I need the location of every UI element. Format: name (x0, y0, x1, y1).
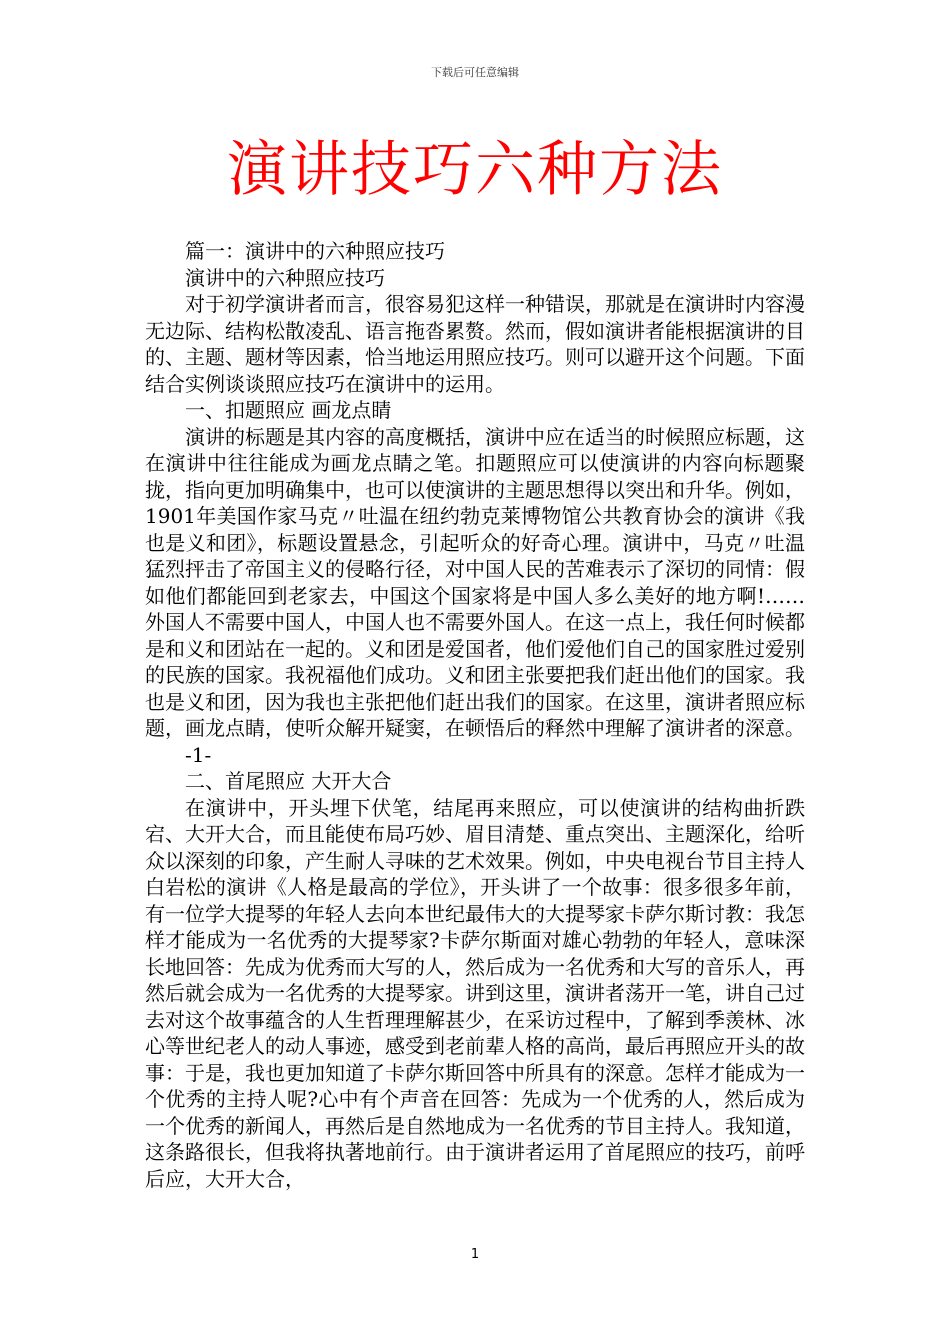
document-body (145, 238, 805, 1192)
part-heading: 篇一：演讲中的六种照应技巧 (185, 239, 445, 263)
section-2-paragraph: 在演讲中，开头埋下伏笔，结尾再来照应，可以使演讲的结构曲折跌宕、大开大合，而且能使布局巧妙、眉目清楚、重点突出、主题深化，给听众以深刻的印象，产生耐人寻味的艺术效果。例如，中央电视台节目主持人白岩松的演讲《人格是最高的学位》，开头讲了一个故事：很多很多年前，有一位学大提琴的年轻人去向本世纪最伟大的大提琴家卡萨尔斯讨教：我怎样才能成为一名优秀的大提琴家?卡萨尔斯面对雄心勃勃的年轻人，意味深长地回答：先成为优秀而大写的人，然后成为一名优秀和大写的音乐人，再然后就会成为一名优秀的大提琴家。讲到这里，演讲者荡开一笔，讲自己过去对这个故事蕴含的人生哲理理解甚少，在采访过程中，了解到季羡林、冰心等世纪老人的动人事迹，感受到老前辈人格的高尚，最后再照应开头的故事：于是，我也更加知道了卡萨尔斯回答中所具有的深意。怎样才能成为一个优秀的主持人呢?心中有个声音在回答：先成为一个优秀的人，然后成为一个优秀的新闻人，再然后是自然地成为一名优秀的节目主持人。我知道，这条路很长，但我将执著地前行。由于演讲者运用了首尾照应的技巧，前呼后应，大开大合， (145, 795, 805, 1191)
article-subtitle: 演讲中的六种照应技巧 (185, 265, 385, 290)
intro-paragraph: 对于初学演讲者而言，很容易犯这样一种错误，那就是在演讲时内容漫无边际、结构松散凌乱、语言拖沓累赘。然而，假如演讲者能根据演讲的目的、主题、题材等因素，恰当地运用照应技巧。则可以避开这个问题。下面结合实例谈谈照应技巧在演讲中的运用。 (145, 292, 805, 396)
document-title: 演讲技巧六种方法 (227, 135, 723, 205)
header-note: 下载后可任意编辑 (431, 66, 519, 79)
section-2-heading: 二、首尾照应 大开大合 (185, 769, 392, 793)
section-1-heading: 一、扣题照应 画龙点睛 (185, 398, 392, 422)
inline-page-marker: -1- (185, 742, 212, 767)
page-number: 1 (470, 1247, 480, 1262)
section-1-paragraph: 演讲的标题是其内容的高度概括，演讲中应在适当的时候照应标题，这在演讲中往往能成为画龙点睛之笔。扣题照应可以使演讲的内容向标题聚拢，指向更加明确集中，也可以使演讲的主题思想得以突出和升华。例如，1901年美国作家马克〃吐温在纽约勃克莱博物馆公共教育协会的演讲《我也是义和团》，标题设置悬念，引起听众的好奇心理。演讲中，马克〃吐温猛烈抨击了帝国主义的侵略行径，对中国人民的苦难表示了深切的同情：假如他们都能回到老家去，中国这个国家将是中国人多么美好的地方啊!……外国人不需要中国人，中国人也不需要外国人。在这一点上，我任何时候都是和义和团站在一起的。义和团是爱国者，他们爱他们自己的国家胜过爱别的民族的国家。我祝福他们成功。义和团主张要把我们赶出他们的国家。我也是义和团，因为我也主张把他们赶出我们的国家。在这里，演讲者照应标题，画龙点睛，使听众解开疑窦，在顿悟后的释然中理解了演讲者的深意。 (145, 424, 805, 740)
